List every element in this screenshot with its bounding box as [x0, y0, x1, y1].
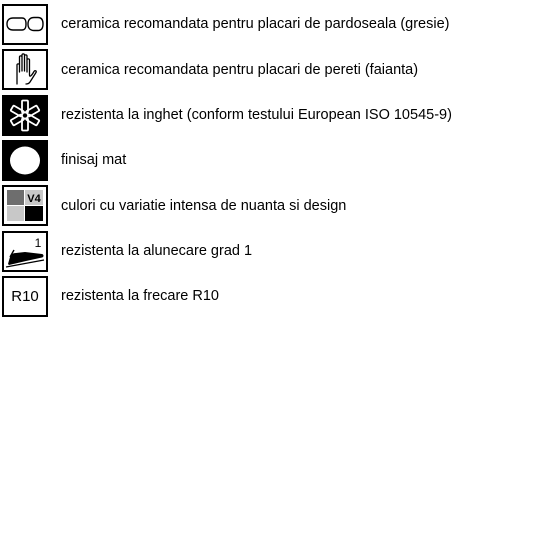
legend-row-floor: [2, 2, 530, 47]
legend-label-floor: ceramica recomandata pentru placari de pardoseala (gresie): [61, 16, 450, 33]
legend-label-wall: ceramica recomandata pentru placari de pereti (faianta): [61, 61, 419, 78]
matte-circle-icon: [2, 140, 48, 181]
hand-icon: [2, 49, 48, 90]
legend-label-abrasion: rezistenta la frecare R10: [61, 288, 219, 305]
legend-row-matte: [2, 138, 530, 183]
legend-row-frost: [2, 93, 530, 138]
legend-row-wall: [2, 47, 530, 92]
color-variation-badge: V4: [27, 193, 41, 206]
abrasion-badge: R10: [11, 287, 39, 305]
slip-grade-badge: 1: [34, 235, 42, 250]
abrasion-icon: [2, 276, 48, 317]
legend-label-frost: rezistenta la inghet (conform testului European ISO 10545-9): [61, 106, 452, 123]
legend-row-slip: [2, 228, 530, 273]
legend-label-matte: finisaj mat: [61, 152, 127, 169]
legend-row-abrasion: [2, 274, 530, 319]
symbol-legend: [2, 2, 530, 319]
legend-row-color-variation: [2, 183, 530, 228]
color-variation-icon: [2, 185, 48, 226]
legend-label-slip: rezistenta la alunecare grad 1: [61, 242, 253, 259]
slip-resistance-icon: [2, 231, 48, 272]
snowflake-icon: [2, 95, 48, 136]
legend-label-color-variation: culori cu variatie intensa de nuanta si design: [61, 197, 347, 214]
foot-sole-icon: [2, 4, 48, 45]
